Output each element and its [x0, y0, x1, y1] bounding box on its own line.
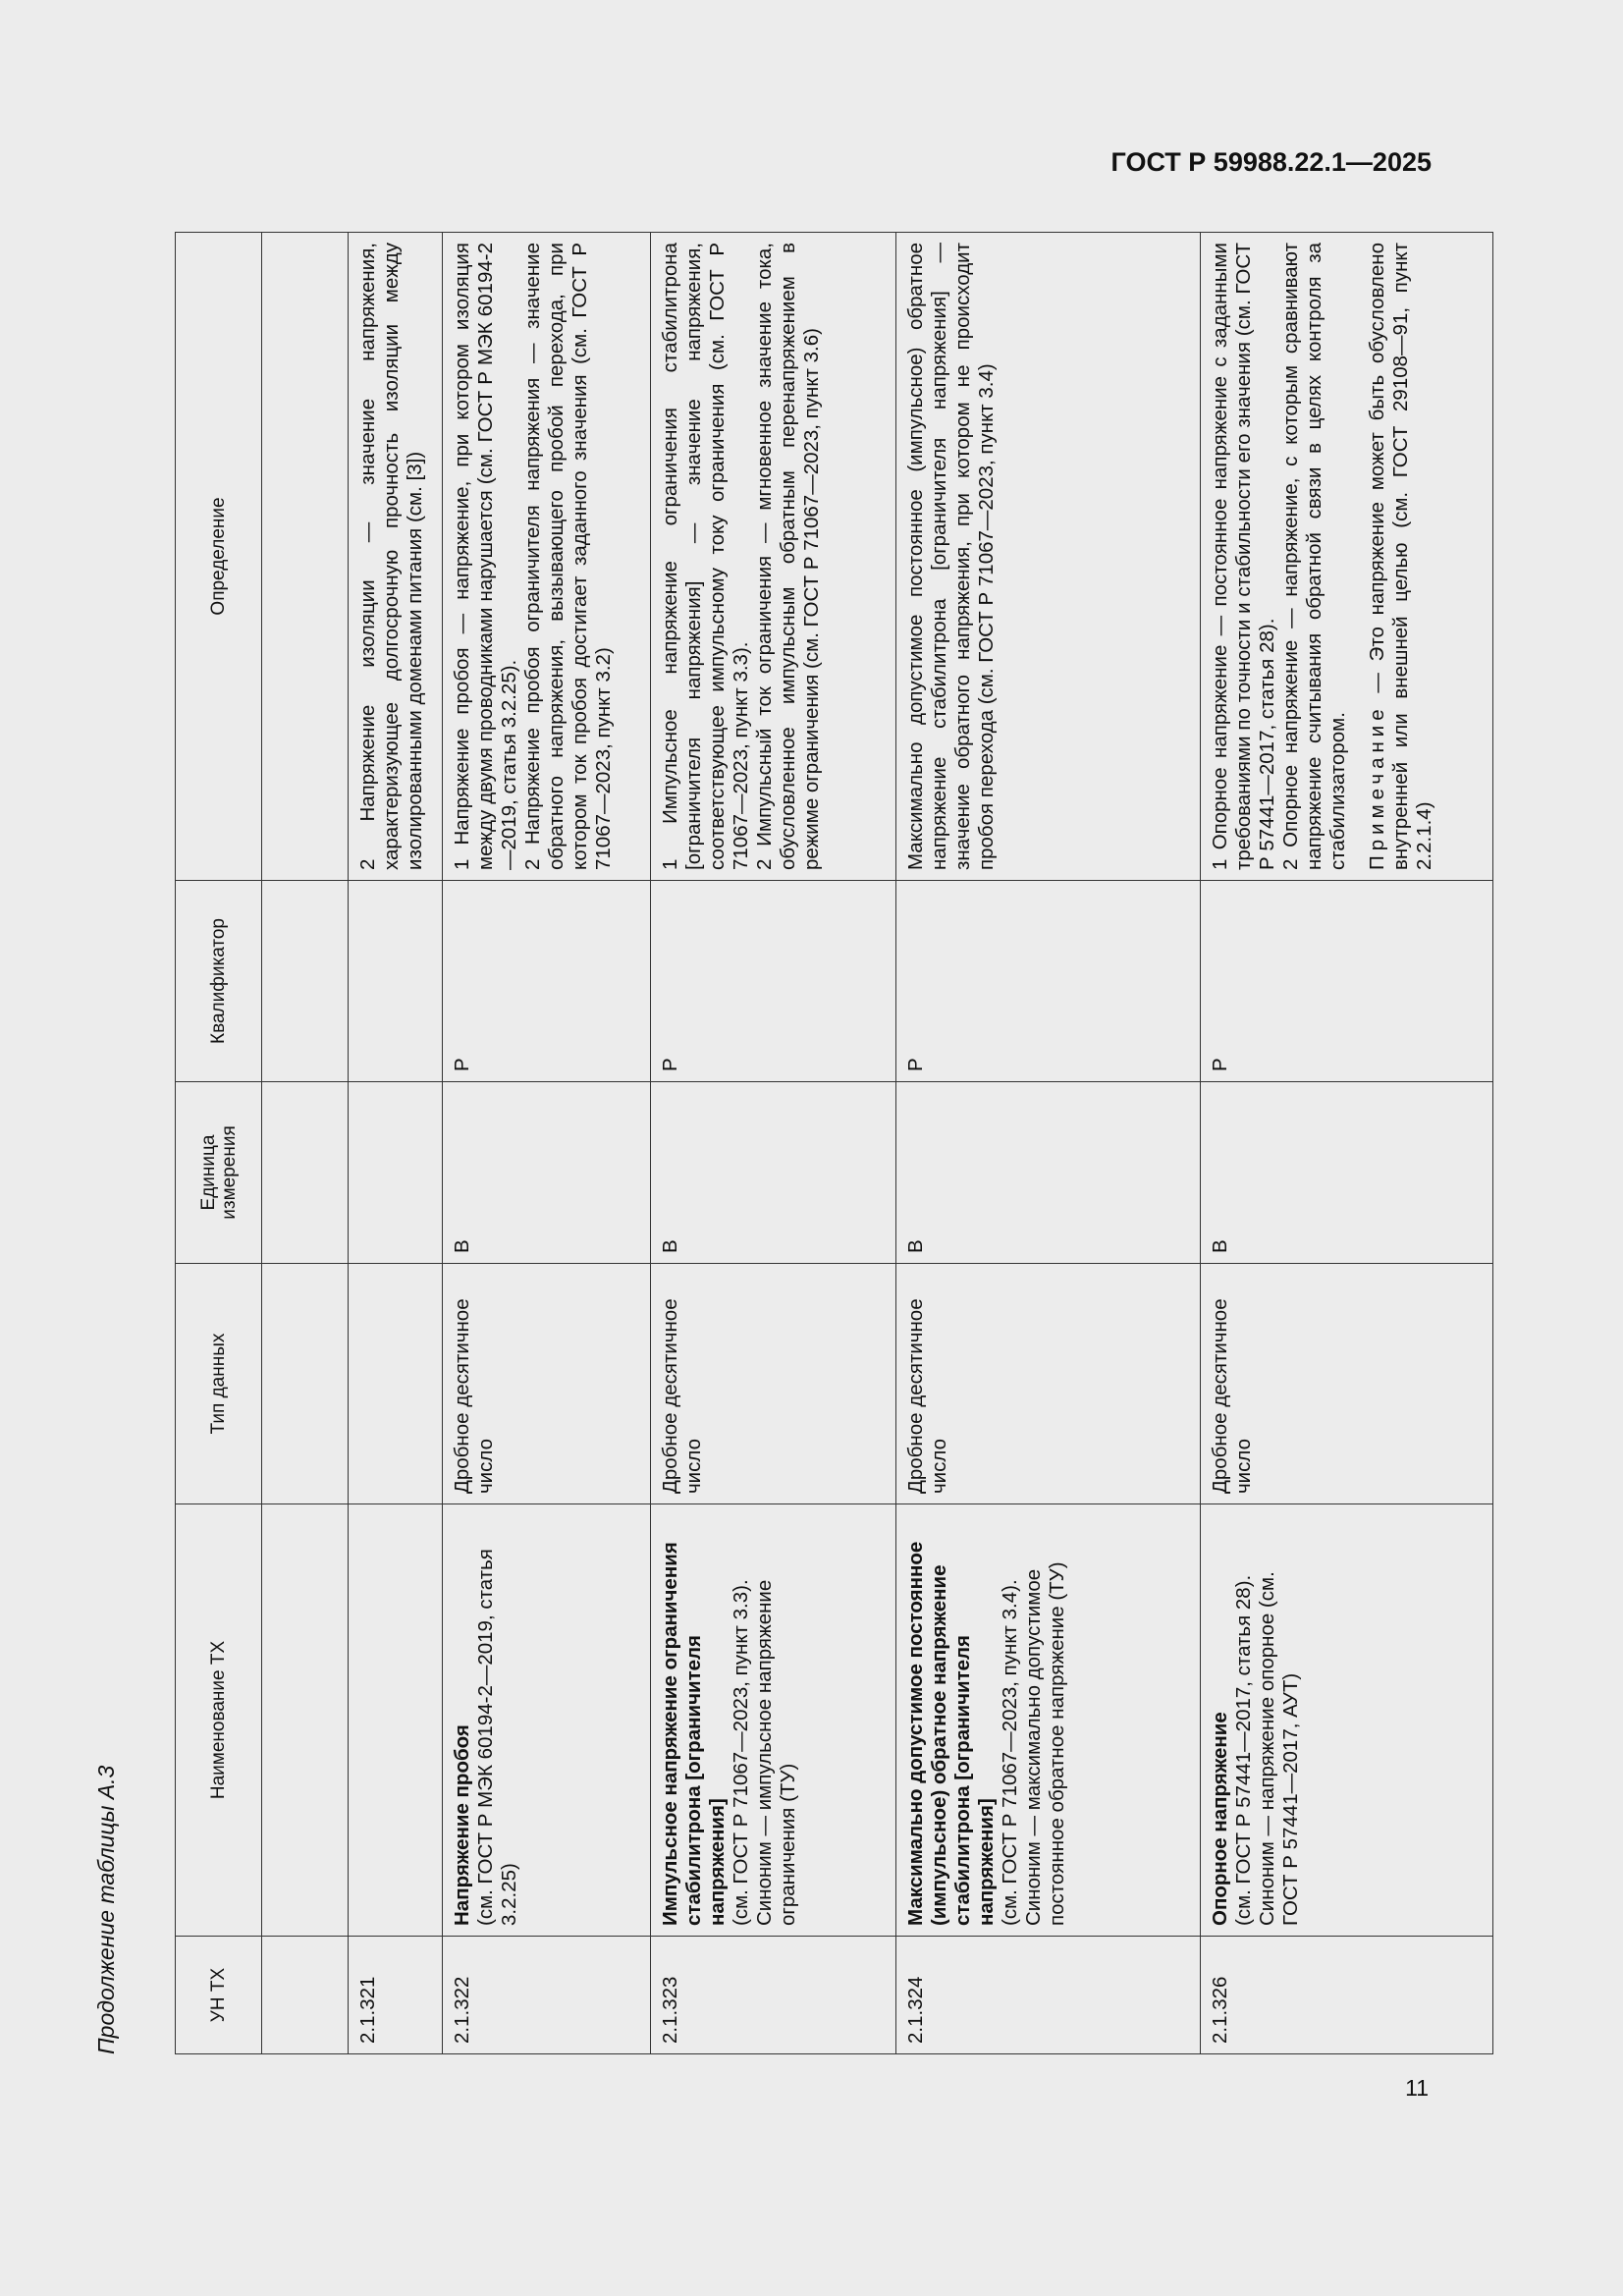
- row-id: 2.1.322: [443, 1937, 651, 2054]
- term-name: Напряжение пробоя: [451, 1724, 473, 1926]
- characteristics-table: [175, 232, 1493, 2054]
- col-header-definition: Определение: [176, 233, 262, 881]
- row-qualifier: Р: [896, 881, 1201, 1082]
- row-unit: В: [1201, 1082, 1493, 1264]
- row-definition: [443, 233, 651, 881]
- row-type: Дробное десятичное число: [443, 1264, 651, 1504]
- table-row: [896, 233, 1201, 2054]
- page-number: 11: [1405, 2075, 1429, 2101]
- table-row: [651, 233, 896, 2054]
- term-name: Импульсное напряжение ограничения стабилитрона [ограничителя напряжения]: [659, 1542, 729, 1926]
- term-name: Максимально допустимое постоянное (импульсное) обратное напряжение стабилитрона [ограничителя напряжения]: [904, 1541, 998, 1926]
- table-row: [443, 233, 651, 2054]
- row-definition: [896, 233, 1201, 881]
- row-qualifier: Р: [443, 881, 651, 1082]
- definition-paragraph: 2 Импульсный ток ограничения — мгновенное значение тока, обусловленное импульсным обратным перенапряжением в режиме ограничения (см. ГОСТ Р 71067—2023, пункт 3.6): [753, 243, 823, 870]
- definition-paragraph: Максимально допустимое постоянное (импульсное) обратное напряжение стабилитрона [ограничителя напряжения] — значение обратного напряжения, при котором не происходит пробоя перехода (см. ГОСТ Р 71067—2023, пункт 3.4): [904, 243, 998, 870]
- row-type: [349, 1264, 443, 1504]
- rotated-table-container: [175, 233, 1435, 2054]
- row-unit: В: [443, 1082, 651, 1264]
- col-header-type: Тип данных: [176, 1264, 262, 1504]
- term-reference: (см. ГОСТ Р 57441—2017, статья 28). Синоним — напряжение опорное (см. ГОСТ Р 57441—2017, АУТ): [1232, 1571, 1302, 1926]
- definition-paragraph: 2 Напряжение изоляции — значение напряжения, характеризующее долгосрочную прочность изоляции между изолированными доменами питания (см. [3]): [356, 243, 426, 870]
- row-name: [651, 1504, 896, 1937]
- note-label: Примечание: [1366, 704, 1388, 870]
- definition-paragraph: 2 Напряжение пробоя ограничителя напряжения — значение обратного напряжения, вызывающего пробой перехода, при котором ток пробоя достигает заданного значения (см. ГОСТ Р 71067—2023, пункт 3.2): [521, 243, 615, 870]
- definition-paragraph: 1 Импульсное напряжение ограничения стабилитрона [ограничителя напряжения] — значение напряжения, соответствующее импульсному току ограничения (см. ГОСТ Р 71067—2023, пункт 3.3).: [659, 243, 752, 870]
- table-row: [349, 233, 443, 2054]
- row-definition: [1201, 233, 1493, 881]
- row-qualifier: Р: [651, 881, 896, 1082]
- term-reference: (см. ГОСТ Р МЭК 60194-2—2019, статья 3.2.25): [474, 1549, 520, 1926]
- row-unit: В: [651, 1082, 896, 1264]
- definition-paragraph: 1 Опорное напряжение — постоянное напряжение с заданными требованиями по точности и стабильности его значения (см. ГОСТ Р 57441—2017, статья 28).: [1209, 243, 1278, 870]
- row-definition: [651, 233, 896, 881]
- row-name: [1201, 1504, 1493, 1937]
- header-double-rule: [262, 233, 349, 2054]
- row-name: [443, 1504, 651, 1937]
- row-id: 2.1.323: [651, 1937, 896, 2054]
- row-name: [896, 1504, 1201, 1937]
- term-name: Опорное напряжение: [1209, 1712, 1231, 1926]
- row-type: Дробное десятичное число: [1201, 1264, 1493, 1504]
- definition-note: [1366, 243, 1436, 870]
- table-row: [1201, 233, 1493, 2054]
- document-code: ГОСТ Р 59988.22.1—2025: [1110, 147, 1432, 177]
- row-id: 2.1.324: [896, 1937, 1201, 2054]
- col-header-id: УН ТХ: [176, 1937, 262, 2054]
- row-id: 2.1.321: [349, 1937, 443, 2054]
- row-definition: [349, 233, 443, 881]
- row-id: 2.1.326: [1201, 1937, 1493, 2054]
- row-qualifier: Р: [1201, 881, 1493, 1082]
- table-header-row: [176, 233, 262, 2054]
- table-caption: Продолжение таблицы А.3: [93, 1765, 119, 2054]
- row-qualifier: [349, 881, 443, 1082]
- row-type: Дробное десятичное число: [651, 1264, 896, 1504]
- row-unit: [349, 1082, 443, 1264]
- row-unit: В: [896, 1082, 1201, 1264]
- col-header-name: Наименование ТХ: [176, 1504, 262, 1937]
- row-name: [349, 1504, 443, 1937]
- term-reference: (см. ГОСТ Р 71067—2023, пункт 3.4). Синоним — максимально допустимое постоянное обратное напряжение (ТУ): [999, 1561, 1068, 1926]
- term-reference: (см. ГОСТ Р 71067—2023, пункт 3.3). Синоним — импульсное напряжение ограничения (ТУ): [730, 1579, 799, 1926]
- col-header-unit: Единица измерения: [176, 1082, 262, 1264]
- note-text: — Это напряжение может быть обусловлено внутренней или внешней целью (см. ГОСТ 29108—91, пункт 2.2.1.4): [1366, 243, 1435, 870]
- definition-paragraph: 2 Опорное напряжение — напряжение, с которым сравнивают напряжение считывания обратной связи в целях контроля за стабилизатором.: [1279, 243, 1349, 870]
- definition-paragraph: 1 Напряжение пробоя — напряжение, при котором изоляция между двумя проводниками нарушается (см. ГОСТ Р МЭК 60194-2—2019, статья 3.2.25).: [451, 243, 520, 870]
- row-type: Дробное десятичное число: [896, 1264, 1201, 1504]
- col-header-qualifier: Квалификатор: [176, 881, 262, 1082]
